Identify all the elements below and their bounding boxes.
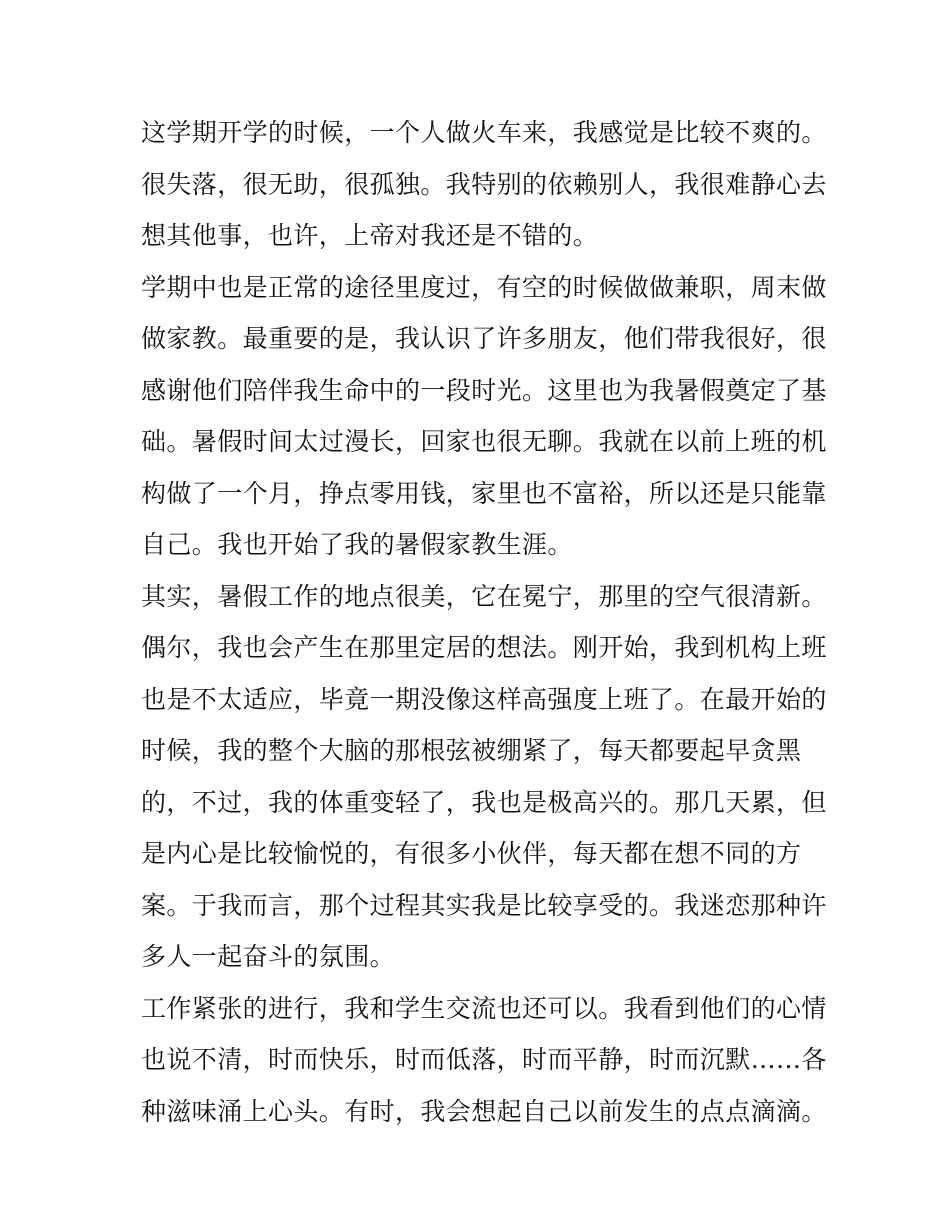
- text-line: 构做了一个月，挣点零用钱，家里也不富裕，所以还是只能靠: [141, 478, 827, 508]
- text-line: 时候，我的整个大脑的那根弦被绷紧了，每天都要起早贪黑: [141, 736, 802, 765]
- text-line: 工作紧张的进行，我和学生交流也还可以。我看到他们的心情: [141, 993, 827, 1023]
- text-line: 是内心是比较愉悦的，有很多小伙伴，每天都在想不同的方: [141, 839, 802, 868]
- text-line: 自己。我也开始了我的暑假家教生涯。: [141, 530, 573, 559]
- text-line: 其实，暑假工作的地点很美，它在冕宁，那里的空气很清新。: [141, 581, 827, 611]
- text-line: 这学期开学的时候，一个人做火车来，我感觉是比较不爽的。: [141, 118, 827, 147]
- text-line: 想其他事，也许，上帝对我还是不错的。: [141, 221, 599, 250]
- text-line: 也是不太适应，毕竟一期没像这样高强度上班了。在最开始的: [141, 684, 827, 714]
- text-line: 学期中也是正常的途径里度过，有空的时候做做兼职，周末做: [141, 272, 827, 302]
- text-line: 础。暑假时间太过漫长，回家也很无聊。我就在以前上班的机: [141, 427, 827, 456]
- text-line: 感谢他们陪伴我生命中的一段时光。这里也为我暑假奠定了基: [141, 375, 827, 405]
- text-line: 做家教。最重要的是，我认识了许多朋友，他们带我很好，很: [141, 324, 827, 353]
- text-line: 也说不清，时而快乐，时而低落，时而平静，时而沉默……各: [141, 1045, 827, 1074]
- text-line: 很失落，很无助，很孤独。我特别的依赖别人，我很难静心去: [141, 169, 827, 199]
- text-line: 偶尔，我也会产生在那里定居的想法。刚开始，我到机构上班: [141, 633, 827, 662]
- text-line: 种滋味涌上心头。有时，我会想起自己以前发生的点点滴滴。: [141, 1096, 827, 1126]
- document-body: [141, 107, 827, 1137]
- text-line: 的，不过，我的体重变轻了，我也是极高兴的。那几天累，但: [141, 787, 827, 817]
- text-line: 案。于我而言，那个过程其实我是比较享受的。我迷恋那种许: [141, 890, 827, 920]
- text-line: 多人一起奋斗的氛围。: [141, 942, 396, 971]
